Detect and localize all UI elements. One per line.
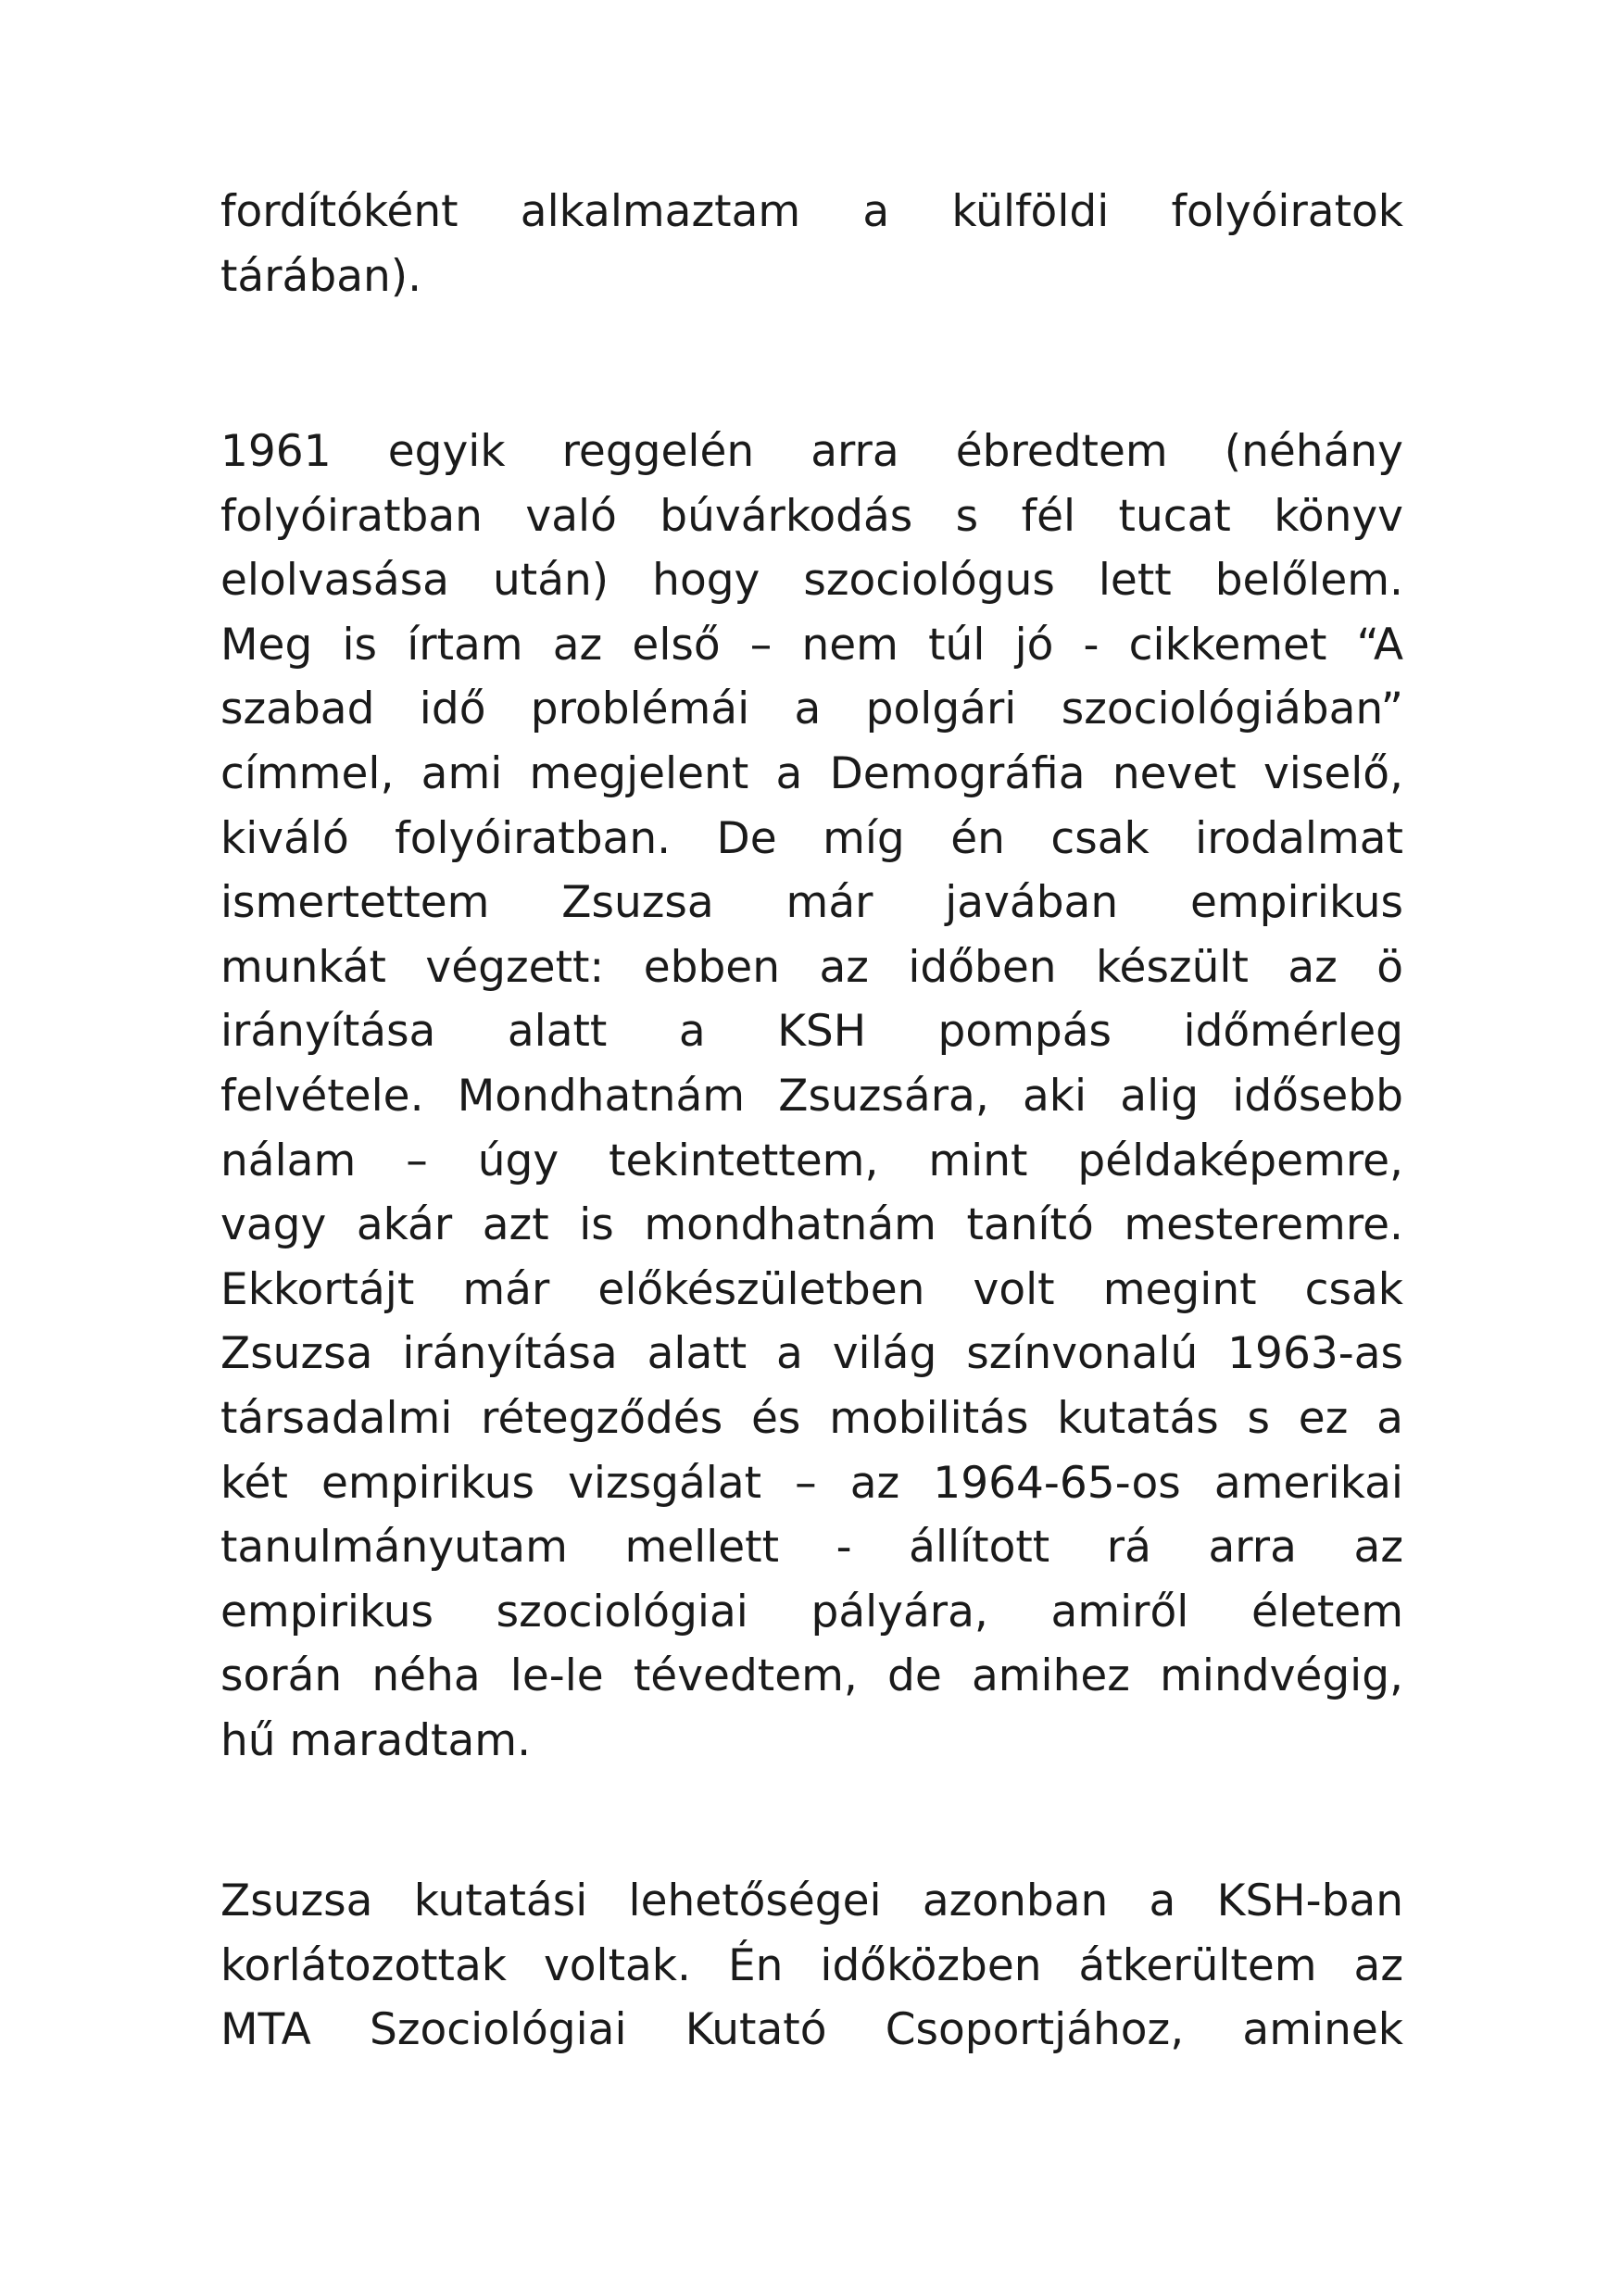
text-line: felvétele. Mondhatnám Zsuzsára, aki alig idősebb (220, 1070, 1403, 1122)
text-line: irányítása alatt a KSH pompás időmérleg (220, 1006, 1403, 1058)
text-line: vagy akár azt is mondhatnám tanító mesteremre. (220, 1199, 1403, 1251)
text-line: empirikus szociológiai pályára, amiről életem (220, 1586, 1403, 1637)
text-line: két empirikus vizsgálat – az 1964-65-os amerikai (220, 1457, 1403, 1509)
text-line: hű maradtam. (220, 1714, 532, 1766)
text-line: Ekkortájt már előkészületben volt megint csak (220, 1263, 1403, 1315)
text-line: Meg is írtam az első – nem túl jó - cikkemet “A (220, 619, 1403, 671)
text-line: kiváló folyóiratban. De míg én csak irodalmat (220, 812, 1403, 864)
text-line: MTA Szociológiai Kutató Csoportjához, aminek (220, 2004, 1403, 2056)
text-line: Zsuzsa kutatási lehetőségei azonban a KSH-ban (220, 1876, 1403, 1926)
text-line: munkát végzett: ebben az időben készült az ö (220, 941, 1403, 993)
paragraph-1 (220, 180, 1403, 308)
text-line: címmel, ami megjelent a Demográfia nevet viselő, (220, 747, 1403, 799)
text-line: elolvasása után) hogy szociológus lett belőlem. (220, 555, 1403, 607)
text-line: tárában). (220, 250, 422, 302)
text-line: 1961 egyik reggelén arra ébredtem (néhány (220, 426, 1403, 477)
text-line: folyóiratban való búvárkodás s fél tucat könyv (220, 490, 1403, 542)
paragraph-2 (220, 420, 1403, 1773)
text-line: fordítóként alkalmaztam a külföldi folyóiratok (220, 186, 1403, 237)
text-line: során néha le-le tévedtem, de amihez mindvégig, (220, 1650, 1403, 1702)
text-line: nálam – úgy tekintettem, mint példaképemre, (220, 1135, 1403, 1186)
text-line: Zsuzsa irányítása alatt a világ színvonalú 1963-as (220, 1328, 1403, 1380)
text-line: korlátozottak voltak. Én időközben átkerültem az (220, 1939, 1403, 1991)
text-line: tanulmányutam mellett - állított rá arra az (220, 1522, 1403, 1574)
text-line: társadalmi rétegződés és mobilitás kutatás s ez a (220, 1392, 1403, 1444)
text-line: szabad idő problémái a polgári szociológiában” (220, 684, 1403, 735)
paragraph-3 (220, 1869, 1403, 2063)
text-line: ismertettem Zsuzsa már javában empirikus (220, 877, 1403, 929)
